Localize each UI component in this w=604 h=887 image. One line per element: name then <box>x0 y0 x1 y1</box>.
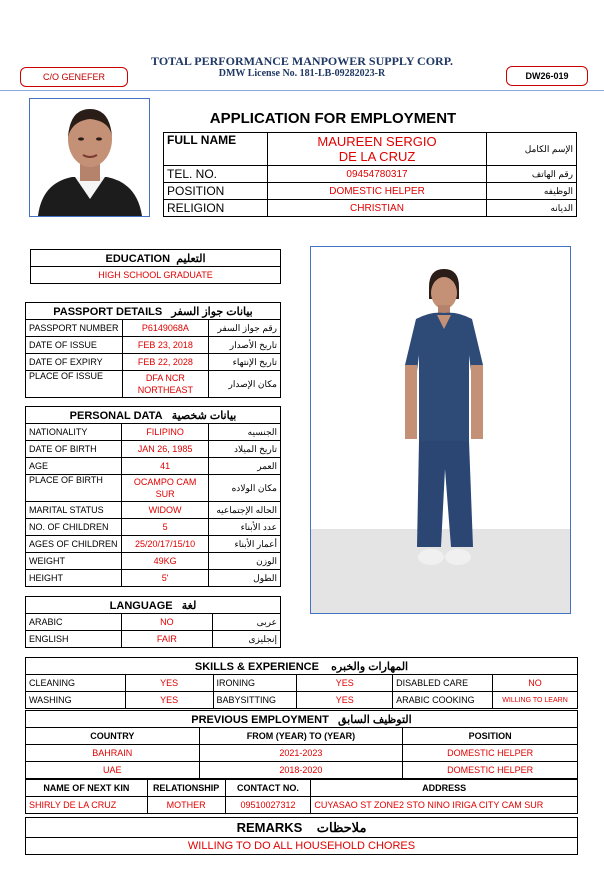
birth-date-label: DATE OF BIRTH <box>26 441 122 458</box>
expiry-date-label: DATE OF EXPIRY <box>26 354 123 371</box>
position-ar: الوظيفه <box>487 183 577 200</box>
children-count-ar: عدد الأبناء <box>209 519 281 536</box>
children-ages-value: 25/20/17/15/10 <box>121 536 208 553</box>
weight-value: 49KG <box>121 553 208 570</box>
arabic-ar: عربى <box>213 614 281 631</box>
employment-position: DOMESTIC HELPER <box>403 762 578 779</box>
previous-employment-title: PREVIOUS EMPLOYMENT التوظيف السابق <box>26 711 578 728</box>
nationality-ar: الجنسيه <box>209 424 281 441</box>
skills-table <box>25 657 578 709</box>
weight-ar: الوزن <box>209 553 281 570</box>
skill-cleaning-value: YES <box>125 675 213 692</box>
birth-date-value: JAN 26, 1985 <box>121 441 208 458</box>
arabic-value: NO <box>121 614 213 631</box>
kin-relationship-header: RELATIONSHIP <box>147 780 225 797</box>
skill-disabled-care-label: DISABLED CARE <box>393 675 493 692</box>
kin-name-header: NAME OF NEXT KIN <box>26 780 148 797</box>
header-divider <box>0 90 604 91</box>
age-value: 41 <box>121 458 208 475</box>
col-years: FROM (YEAR) TO (YEAR) <box>199 728 403 745</box>
tel-label: TEL. NO. <box>164 166 268 183</box>
full-name-line2: DE LA CRUZ <box>338 149 416 164</box>
kin-name: SHIRLY DE LA CRUZ <box>26 797 148 814</box>
head-photo <box>29 98 150 217</box>
age-label: AGE <box>26 458 122 475</box>
skill-arabic-cooking-value: WILLING TO LEARN <box>493 692 578 709</box>
children-ages-label: AGES OF CHILDREN <box>26 536 122 553</box>
skill-disabled-care-value: NO <box>493 675 578 692</box>
personal-data-title: PERSONAL DATA بيانات شخصية <box>26 407 281 424</box>
expiry-date-value: FEB 22, 2028 <box>122 354 209 371</box>
employment-position: DOMESTIC HELPER <box>403 745 578 762</box>
kin-contact: 09510027312 <box>225 797 311 814</box>
skill-babysitting-label: BABYSITTING <box>213 692 297 709</box>
marital-status-ar: الحاله الإجتماعيه <box>209 502 281 519</box>
company-name: TOTAL PERFORMANCE MANPOWER SUPPLY CORP. <box>151 54 453 68</box>
education-table <box>30 249 281 284</box>
birth-place-label: PLACE OF BIRTH <box>26 475 122 502</box>
children-ages-ar: أعمار الأبناء <box>209 536 281 553</box>
employment-years: 2021-2023 <box>199 745 403 762</box>
height-label: HEIGHT <box>26 570 122 587</box>
skills-title: SKILLS & EXPERIENCE المهارات والخبره <box>26 658 578 675</box>
form-title: APPLICATION FOR EMPLOYMENT <box>209 110 457 127</box>
english-ar: إنجليزى <box>213 631 281 648</box>
birth-place-value: OCAMPO CAM SUR <box>121 475 208 502</box>
language-title: LANGUAGE لغة <box>26 597 281 614</box>
remarks-value: WILLING TO DO ALL HOUSEHOLD CHORES <box>26 838 578 855</box>
children-count-label: NO. OF CHILDREN <box>26 519 122 536</box>
employment-country: BAHRAIN <box>26 745 200 762</box>
issue-date-value: FEB 23, 2018 <box>122 337 209 354</box>
tel-ar: رقم الهاتف <box>487 166 577 183</box>
skill-ironing-label: IRONING <box>213 675 297 692</box>
nationality-value: FILIPINO <box>121 424 208 441</box>
issue-date-ar: تاريخ الأصدار <box>209 337 281 354</box>
arabic-label: ARABIC <box>26 614 122 631</box>
full-name-ar: الإسم الكامل <box>487 133 577 166</box>
passport-number-label: PASSPORT NUMBER <box>26 320 123 337</box>
religion-value: CHRISTIAN <box>267 200 486 217</box>
skill-cleaning-label: CLEANING <box>26 675 126 692</box>
passport-number-value: P6149068A <box>122 320 209 337</box>
height-ar: الطول <box>209 570 281 587</box>
ref-badge: DW26-019 <box>506 66 588 86</box>
skill-washing-value: YES <box>125 692 213 709</box>
religion-label: RELIGION <box>164 200 268 217</box>
expiry-date-ar: تاريخ الإنتهاء <box>209 354 281 371</box>
birth-place-ar: مكان الولاده <box>209 475 281 502</box>
position-value: DOMESTIC HELPER <box>267 183 486 200</box>
issue-date-label: DATE OF ISSUE <box>26 337 123 354</box>
next-of-kin-table <box>25 779 578 814</box>
skill-babysitting-value: YES <box>297 692 393 709</box>
col-position: POSITION <box>403 728 578 745</box>
children-count-value: 5 <box>121 519 208 536</box>
language-table <box>25 596 281 648</box>
tel-value: 09454780317 <box>267 166 486 183</box>
marital-status-label: MARITAL STATUS <box>26 502 122 519</box>
english-value: FAIR <box>121 631 213 648</box>
birth-date-ar: تاريخ الميلاد <box>209 441 281 458</box>
issue-place-label: PLACE OF ISSUE <box>26 371 123 398</box>
marital-status-value: WIDOW <box>121 502 208 519</box>
passport-title: PASSPORT DETAILS بيانات جواز السفر <box>26 303 281 320</box>
identity-table <box>163 132 577 217</box>
passport-number-ar: رقم جواز السفر <box>209 320 281 337</box>
previous-employment-table <box>25 710 578 779</box>
issue-place-ar: مكان الإصدار <box>209 371 281 398</box>
weight-label: WEIGHT <box>26 553 122 570</box>
nationality-label: NATIONALITY <box>26 424 122 441</box>
kin-relationship: MOTHER <box>147 797 225 814</box>
education-title: EDUCATION التعليم <box>31 250 281 267</box>
skill-arabic-cooking-label: ARABIC COOKING <box>393 692 493 709</box>
remarks-table <box>25 817 578 855</box>
employment-years: 2018-2020 <box>199 762 403 779</box>
position-label: POSITION <box>164 183 268 200</box>
passport-table <box>25 302 281 398</box>
skill-washing-label: WASHING <box>26 692 126 709</box>
kin-address: CUYASAO ST ZONE2 STO NINO IRIGA CITY CAM SUR <box>311 797 578 814</box>
skill-ironing-value: YES <box>297 675 393 692</box>
religion-ar: الديانه <box>487 200 577 217</box>
full-name-value <box>267 133 486 166</box>
full-body-photo <box>310 246 571 614</box>
issue-place-value: DFA NCR NORTHEAST <box>122 371 209 398</box>
full-name-line1: MAUREEN SERGIO <box>317 134 437 149</box>
remarks-title: REMARKS ملاحظات <box>26 818 578 838</box>
col-country: COUNTRY <box>26 728 200 745</box>
height-value: 5' <box>121 570 208 587</box>
license-number: DMW License No. 181-LB-09282023-R <box>218 68 386 79</box>
employment-country: UAE <box>26 762 200 779</box>
full-name-label: FULL NAME <box>164 133 268 166</box>
kin-contact-header: CONTACT NO. <box>225 780 311 797</box>
age-ar: العمر <box>209 458 281 475</box>
english-label: ENGLISH <box>26 631 122 648</box>
left-badge: C/O GENEFER <box>20 67 128 87</box>
kin-address-header: ADDRESS <box>311 780 578 797</box>
education-value: HIGH SCHOOL GRADUATE <box>31 267 281 284</box>
personal-data-table <box>25 406 281 587</box>
